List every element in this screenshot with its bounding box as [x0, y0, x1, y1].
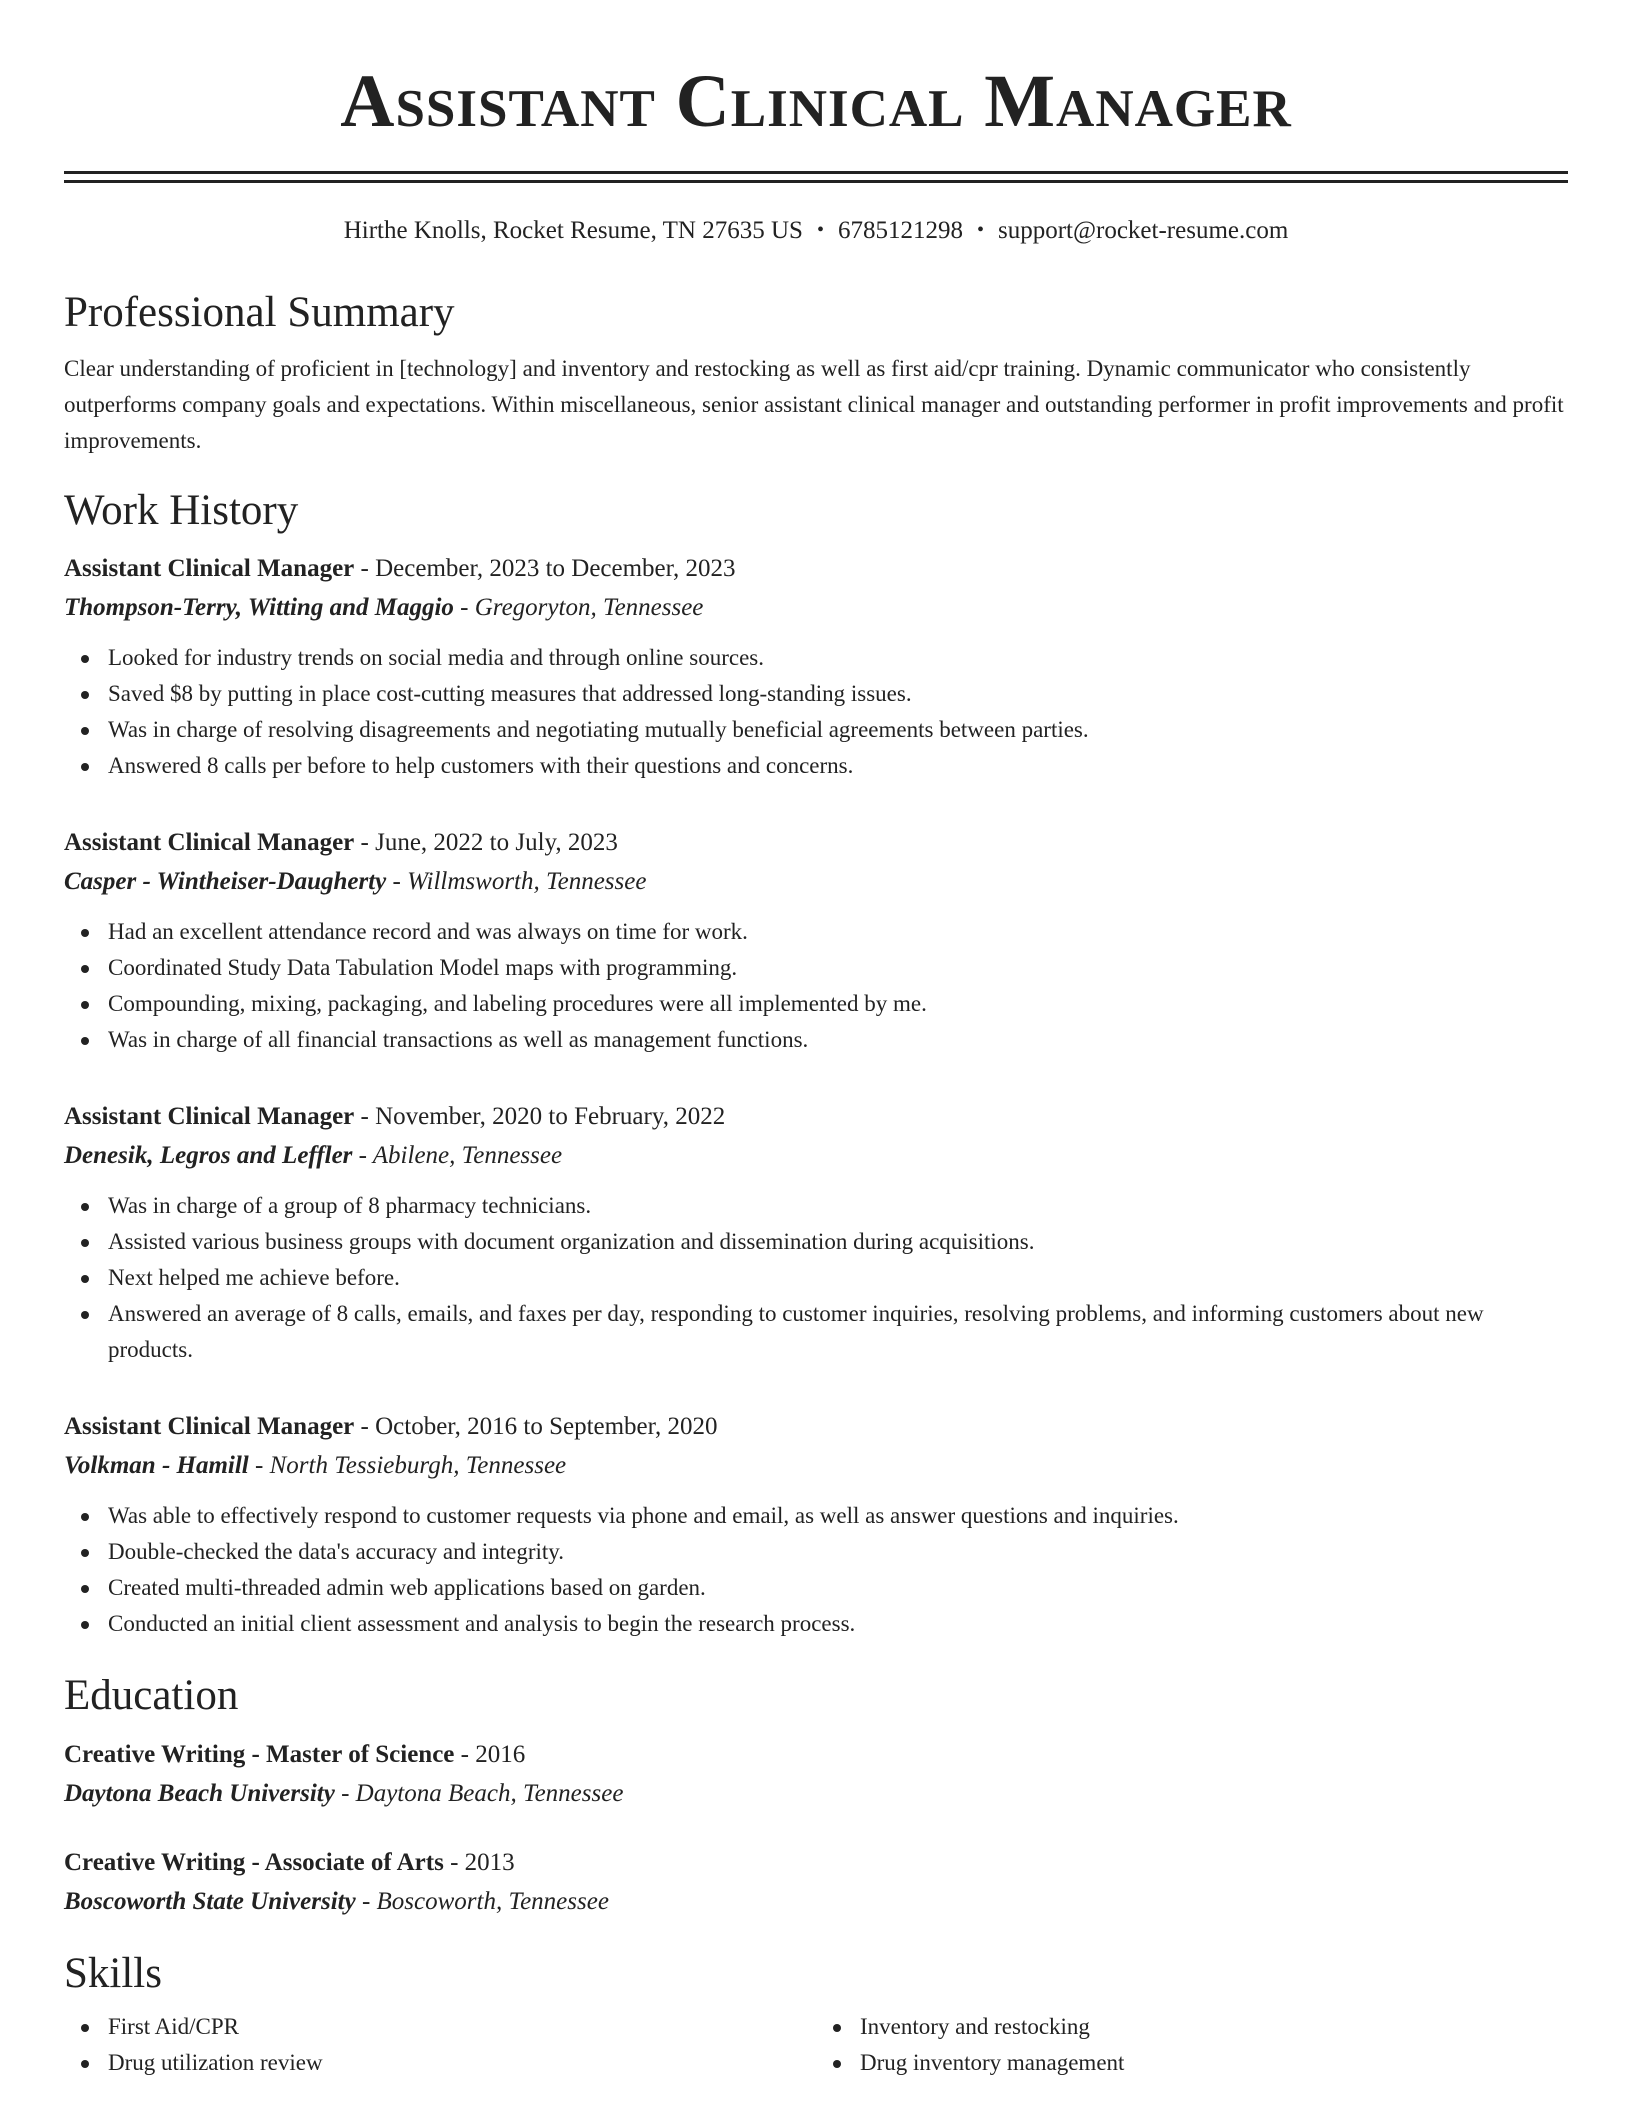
job-header: [64, 1408, 1568, 1446]
job-duty-item: Answered 8 calls per before to help customers with their questions and concerns.: [64, 748, 1568, 784]
job-entry: [64, 1098, 1568, 1368]
education-entry: [64, 1844, 1568, 1922]
job-duty-item: Next helped me achieve before.: [64, 1260, 1568, 1296]
education-school-line: [64, 1882, 1568, 1922]
skills-column-left: [64, 2009, 816, 2081]
job-duty-item: Looked for industry trends on social media and through online sources.: [64, 640, 1568, 676]
job-location: - Gregoryton, Tennessee: [453, 594, 704, 622]
job-header: [64, 1098, 1568, 1136]
education-school: Daytona Beach University: [64, 1779, 335, 1807]
job-duty-item: Was in charge of resolving disagreements and negotiating mutually beneficial agreements between parties.: [64, 712, 1568, 748]
job-header: [64, 550, 1568, 588]
job-title: Assistant Clinical Manager: [64, 829, 355, 857]
title-divider: [64, 171, 1568, 183]
education-school-line: [64, 1774, 1568, 1814]
skills-column-right: [816, 2009, 1568, 2081]
work-history-heading: Work History: [64, 486, 299, 534]
job-entry: [64, 824, 1568, 1058]
job-company: Denesik, Legros and Leffler: [64, 1142, 353, 1170]
job-dates: - October, 2016 to September, 2020: [354, 1413, 718, 1441]
education-degree: Creative Writing - Master of Science: [64, 1740, 455, 1768]
job-duty-item: Had an excellent attendance record and was always on time for work.: [64, 914, 1568, 950]
summary-text: Clear understanding of proficient in [technology] and inventory and restocking as well as first aid/cpr training. Dynamic communicator who consistently outperforms company goals and expectations. Within miscellaneous, senior assistant clinical manager and outstanding performer in profit improvements and profit improvements.: [64, 355, 1564, 453]
job-duty-item: Was in charge of all financial transactions as well as management functions.: [64, 1022, 1568, 1058]
contact-separator: •: [816, 219, 824, 241]
contact-email: support@rocket-resume.com: [997, 217, 1289, 244]
job-duty-item: Saved $8 by putting in place cost-cutting measures that addressed long-standing issues.: [64, 676, 1568, 712]
skills-heading: Skills: [64, 1949, 162, 1997]
contact-phone: 6785121298: [837, 217, 963, 244]
job-dates: - December, 2023 to December, 2023: [354, 555, 736, 583]
education-school: Boscoworth State University: [64, 1887, 356, 1915]
education-degree: Creative Writing - Associate of Arts: [64, 1848, 444, 1876]
job-duty-item: Assisted various business groups with document organization and dissemination during acquisitions.: [64, 1224, 1568, 1260]
job-employer: [64, 1446, 1568, 1486]
job-duties: [64, 640, 1568, 784]
job-company: Volkman - Hamill: [64, 1452, 249, 1480]
contact-line: [64, 217, 1568, 245]
job-header: [64, 824, 1568, 862]
job-employer: [64, 1136, 1568, 1176]
education-entry: [64, 1736, 1568, 1814]
job-duties: [64, 914, 1568, 1058]
education-degree-line: [64, 1736, 1568, 1774]
education-heading: Education: [64, 1672, 239, 1720]
job-location: - Abilene, Tennessee: [352, 1142, 563, 1170]
job-location: - North Tessieburgh, Tennessee: [248, 1452, 567, 1480]
job-duty-item: Conducted an initial client assessment and analysis to begin the research process.: [64, 1606, 1568, 1642]
job-duty-item: Double-checked the data's accuracy and integrity.: [64, 1534, 1568, 1570]
job-employer: [64, 588, 1568, 628]
job-dates: - November, 2020 to February, 2022: [354, 1103, 726, 1131]
job-duty-item: Answered an average of 8 calls, emails, and faxes per day, responding to customer inquiries, resolving problems, and informing customers about new products.: [64, 1296, 1568, 1368]
skill-item: Inventory and restocking: [816, 2009, 1568, 2045]
skill-item: First Aid/CPR: [64, 2009, 816, 2045]
job-title: Assistant Clinical Manager: [64, 1413, 355, 1441]
job-duties: [64, 1188, 1568, 1368]
job-employer: [64, 862, 1568, 902]
summary-heading: Professional Summary: [64, 289, 455, 336]
resume-title: Assistant Clinical Manager: [340, 60, 1292, 143]
job-duty-item: Coordinated Study Data Tabulation Model maps with programming.: [64, 950, 1568, 986]
education-year: - 2013: [443, 1848, 515, 1876]
education-location: - Boscoworth, Tennessee: [355, 1887, 609, 1915]
job-title: Assistant Clinical Manager: [64, 1103, 355, 1131]
skill-item: Drug utilization review: [64, 2045, 816, 2081]
education-year: - 2016: [454, 1740, 526, 1768]
job-duty-item: Was in charge of a group of 8 pharmacy technicians.: [64, 1188, 1568, 1224]
job-duty-item: Compounding, mixing, packaging, and labeling procedures were all implemented by me.: [64, 986, 1568, 1022]
education-degree-line: [64, 1844, 1568, 1882]
job-entry: [64, 1408, 1568, 1642]
job-location: - Willmsworth, Tennessee: [386, 868, 647, 896]
job-duty-item: Created multi-threaded admin web applications based on garden.: [64, 1570, 1568, 1606]
contact-separator: •: [976, 219, 984, 241]
job-duty-item: Was able to effectively respond to customer requests via phone and email, as well as answer questions and inquiries.: [64, 1498, 1568, 1534]
job-company: Casper - Wintheiser-Daugherty: [64, 868, 387, 896]
education-location: - Daytona Beach, Tennessee: [334, 1779, 624, 1807]
job-entry: [64, 550, 1568, 784]
job-company: Thompson-Terry, Witting and Maggio: [64, 594, 454, 622]
skill-item: Drug inventory management: [816, 2045, 1568, 2081]
job-duties: [64, 1498, 1568, 1642]
job-title: Assistant Clinical Manager: [64, 555, 355, 583]
skills-list: [64, 2009, 1568, 2081]
contact-address: Hirthe Knolls, Rocket Resume, TN 27635 US: [343, 217, 803, 244]
job-dates: - June, 2022 to July, 2023: [354, 829, 618, 857]
